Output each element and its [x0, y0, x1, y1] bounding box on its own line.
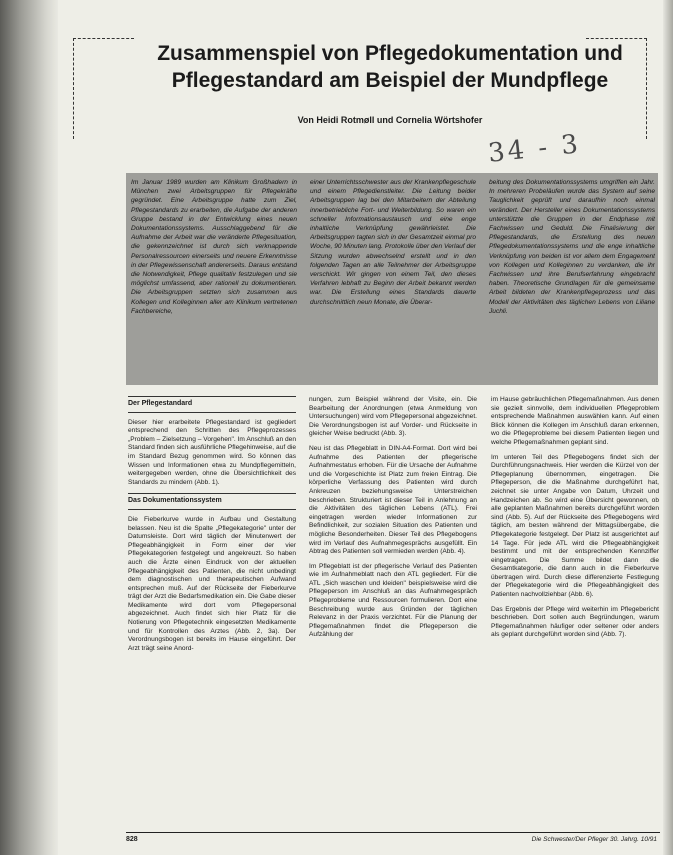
- abstract-text-2: einer Unterrichtsschwester aus der Krankenpflegeschule und einem Pflegedienstleiter. Die Leitung beider Arbeitsgruppen lag bei den Mitarbeitern der Abteilung innerbetriebliche Fort- und Weiterbildung. So waren ein schneller Informationsaustausch und eine enge inhaltliche Verknüpfung gewährleistet. Die Arbeitsgruppen tagten sich in der Gesamtzeit einmal pro Woche, 90 Minuten lang. Protokolle über den Verlauf der Sitzung wurden abwechselnd erstellt und in den folgenden Tagen an alle Teilnehmer der Arbeitsgruppe verschickt. Wir gingen von einem Teil, den dieses Verfahren lebhaft zu Beginn der Arbeit bekannt werden war. Die Erstellung eines Standards dauerte durchschnittlich neun Monate, die Überar-: [310, 179, 476, 306]
- paragraph: im Hause gebräuchlichen Pflegemaßnahmen. Aus denen sie gezielt sinnvolle, dem individuellen Pflegeproblem entsprechende Maßnahmen auswählen kann. Auf einen Blick können die Kollegen im Anschluß daran erkennen, wo die Pflegeprobleme bei diesem Patienten liegen und welche Pflegemaßnahmen geplant sind.: [491, 396, 659, 446]
- abstract-column-1: [131, 178, 297, 380]
- abstract-text-1: Im Januar 1989 wurden am Klinikum Großhadern in München zwei Arbeitsgruppen für Pflegekräfte gegründet. Eine Arbeitsgruppe hatte zum Ziel, Pflegestandards zu erarbeiten, die Aufgabe der anderen Gruppe bestand in der Entwicklung eines neuen Dokumentationssystems. Ausschlaggebend für die Aufnahme der Arbeit war die veränderte Pflegesituation, die gekennzeichnet ist durch sich verknappende Personalressourcen einerseits und neuere Erkenntnisse in der Pflegewissenschaft andererseits. Daraus entstand die Notwendigkeit, Pflege qualitativ festzulegen und sie möglichst umfassend, aber rationell zu dokumentieren. Die Arbeitsgruppen setzten sich zusammen aus Kollegen und Kolleginnen aller am Klinikum vertretenen Fachbereiche,: [131, 179, 297, 315]
- paragraph: Neu ist das Pflegeblatt in DIN-A4-Format. Dort wird bei Aufnahme des Patienten der pflegerische Aufnahmestatus erhoben. Für die Ursache der Aufnahme und die Vorgeschichte ist Platz zum freien Eintrag. Die körperliche Verfassung des Patienten wird durch Ankreuzen beziehungsweise Unterstreichen beschrieben. Strukturiert ist dieser Teil in Anlehnung an die Aktivitäten des täglichen Lebens (ATL). Frei eingetragen werden wieder Informationen zur Befindlichkeit, zur sozialen Situation des Patienten und mögliche Besonderheiten. Dieser Teil des Pflegebogens wird im Verlauf des Aufnahmegesprächs ausgefüllt. Ein Abtrag des Patienten soll vermieden werden (Abb. 4).: [309, 444, 477, 556]
- abstract-text-3: beitung des Dokumentationssystems umgriffen ein Jahr. In mehreren Probeläufen wurde das System auf seine Tauglichkeit geprüft und daraufhin noch einmal verändert. Der Hersteller eines Dokumentationssystems unterstützte die Gruppen in der Endphase mit Fachwissen und Geduld. Die Finalisierung der Pflegestandards, die Erstellung des neuen Pflegedokumentationssystems und die enge inhaltliche Verknüpfung von beiden ist vor allem dem Engagement von Kollegen und Kolleginnen zu verdanken, die ihr Fachwissen und ihre Berufserfahrung eingebracht haben. Theoretische Grundlagen für die gemeinsame Arbeit bildeten der Krankenpflegeprozess und das Modell der Aktivitäten des täglichen Lebens von Liliane Juchli.: [489, 179, 655, 315]
- paragraph: Dieser hier erarbeitete Pflegestandard ist gegliedert entsprechend den Schritten des Pflegeprozesses „Problem – Zielsetzung – Vorgehen". Im Anschluß an den Standard finden sich ausführliche Pflegehinweise, auf die im Standard Bezug genommen wird. So können das Wissen und Informationen etwa zu Mundpflegemitteln, weitergegeben werden, ohne die Übersichtlichkeit des Standards zu mindern (Abb. 1).: [128, 418, 296, 486]
- handwritten-note: 34 - 3: [486, 129, 583, 169]
- title-frame-left: [73, 38, 134, 139]
- paragraph: Im unteren Teil des Pflegebogens findet sich der Durchführungsnachweis. Hier werden die Kürzel von der Pflegeplanung übernommen, eingetragen. Die Pflegeperson, die die Maßnahme durchgeführt hat, zeichnet sie unter Angabe von Datum, Uhrzeit und Handzeichen ab. So wird eine Übersicht gewonnen, ob alle geplanten Maßnahmen bereits durchgeführt worden sind (Abb. 5). Auf der Rückseite des Pflegebogens wird täglich, am besten während der Mittagsübergabe, die Pflegekategorie festgelegt. Der Platz ist ausgerichtet auf 14 Tage. Für jede ATL wird die Pflegeabhängigkeit bestimmt und mit der entsprechenden Kennziffer eingetragen. Die Summe bildet dann die Gesamtkategorie, die dann auch in die Fieberkurve übertragen wird. Durch diese differenzierte Festlegung der Pflegekategorie wird die Pflegeabhängigkeit des Patienten nachvollziehbar (Abb. 6).: [491, 453, 659, 599]
- article-title: Zusammenspiel von Pflegedokumentation und Pflegestandard am Beispiel der Mundpflege: [157, 42, 623, 92]
- abstract-column-3: [489, 178, 655, 380]
- journal-reference: Die Schwester/Der Pfleger 30. Jahrg. 10/91: [531, 836, 657, 843]
- paragraph: nungen, zum Beispiel während der Visite, ein. Die Bearbeitung der Anordnungen (etwa Anmeldung von Untersuchungen) wird vom Pflegepersonal abgezeichnet. Die Verordnungsbogen ist auf Vorder- und Rückseite in gleicher Weise bedruckt (Abb. 3).: [309, 396, 477, 438]
- paragraph: Die Fieberkurve wurde in Aufbau und Gestaltung belassen. Neu ist die Spalte „Pflegekategorie" unter der Datumsleiste. Dort wird täglich der Minutenwert der Pflegeabhängigkeit in Form einer der vier Pflegekategorien festgelegt und angekreuzt. So haben auch die Ärzte einen Eindruck von der aktuellen Pflegeabhängigkeit des Patienten, die nicht unbedingt dem diagnostischen und therapeutischen Aufwand entsprechen muß. Auf der Rückseite der Fieberkurve trägt der Arzt die Bedarfsmedikation ein. Die Gabe dieser Medikamente wird dort vom Pflegepersonal abgezeichnet. Auch findet sich hier Platz für die Notierung von Pflegetechnik eingesetzten Medikamente und für Kontrollen des Arztes (Abb. 2, 3a). Der Verordnungsbogen ist bereits im Hause eingeführt. Der Arzt trägt seine Anord-: [128, 515, 296, 652]
- scan-binding-shadow: [0, 0, 58, 855]
- body-column-3: [491, 396, 659, 821]
- body-column-2: [309, 396, 477, 821]
- body-column-1: [128, 396, 296, 821]
- page-number: 828: [126, 836, 138, 843]
- abstract-column-2: [310, 178, 476, 380]
- scan-edge-right: [663, 0, 673, 855]
- paragraph: Im Pflegeblatt ist der pflegerische Verlauf des Patienten wie im Aufnahmeblatt nach den ATL gegliedert. Für die ATL „Sich waschen und kleiden" beispielsweise wird die Pflegeperson im Anschluß an das Aufnahmegespräch Pflegeprobleme und Ressourcen formulieren. Dort eine Beschreibung wurde aus Gründen der täglichen Relevanz in der Praxis verzichtet. Für die Planung der Pflegemaßnahmen findet die Pflegeperson die Aufzählung der: [309, 562, 477, 639]
- section-heading: Der Pflegestandard: [128, 396, 296, 413]
- paragraph: Das Ergebnis der Pflege wird weiterhin im Pflegebericht beschrieben. Dort sollen auch Begründungen, warum Pflegemaßnahmen häufiger oder seltener oder anders als geplant durchgeführt worden sind (Abb. 7).: [491, 605, 659, 639]
- section-heading: Das Dokumentationssystem: [128, 493, 296, 510]
- article-authors: Von Heidi Rotmøll und Cornelia Wörtshofer: [297, 115, 483, 125]
- footer-rule: [126, 832, 660, 833]
